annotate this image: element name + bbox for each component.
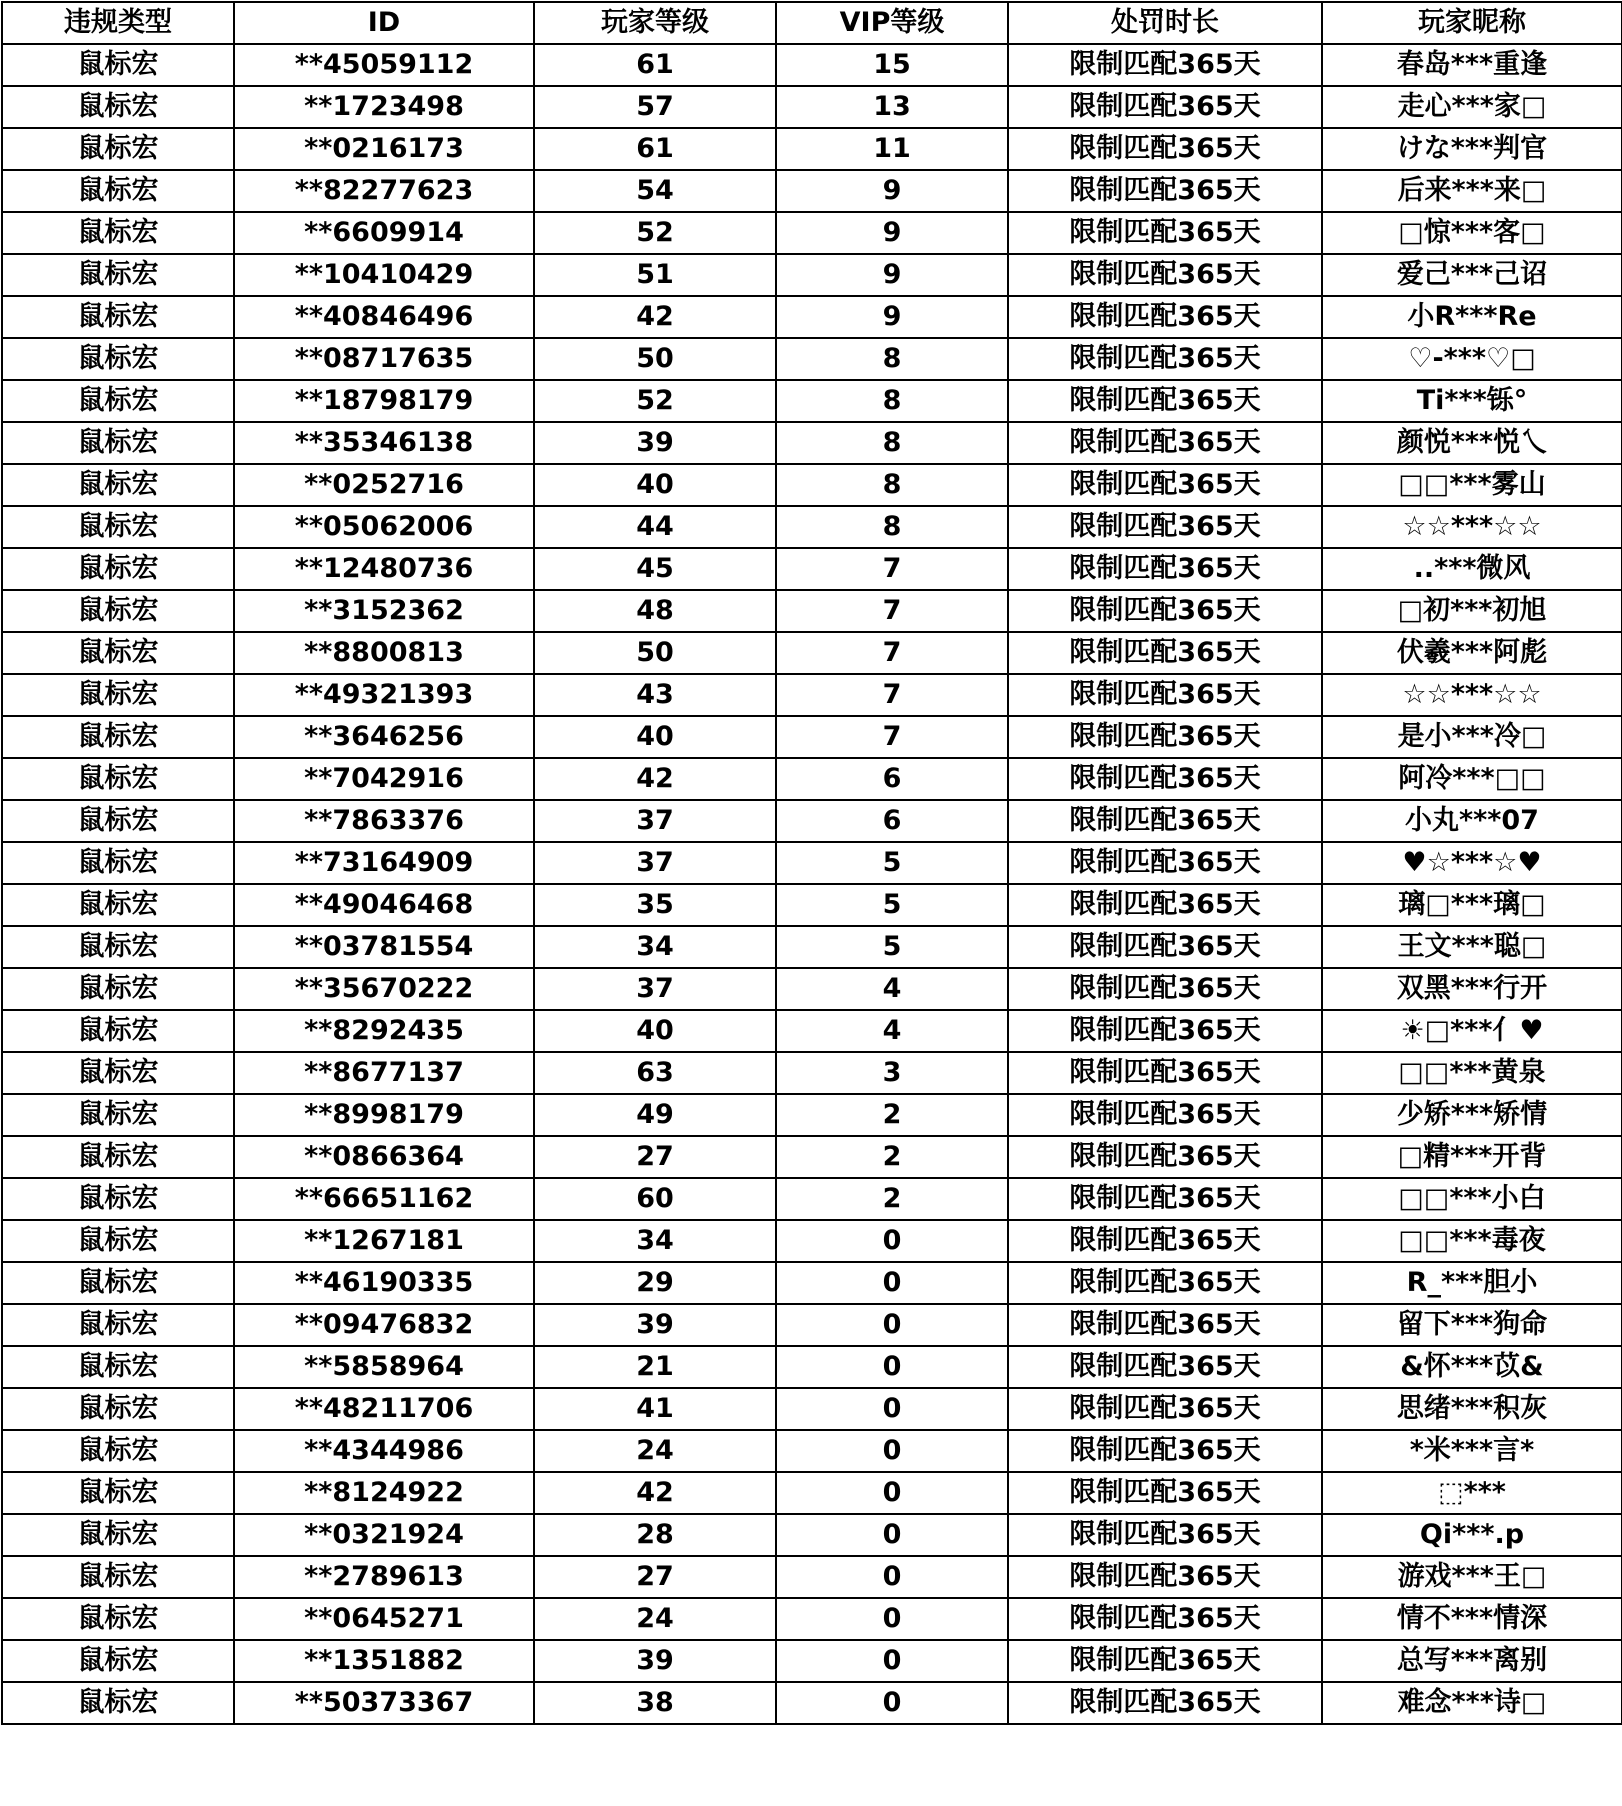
header-violation-type: 违规类型 — [2, 2, 234, 44]
table-row — [2, 1178, 1622, 1220]
cell-player-nickname: 颜悦***悦乀 — [1322, 422, 1622, 464]
cell-player-nickname: 璃□***璃□ — [1322, 884, 1622, 926]
cell-id: **8124922 — [234, 1472, 534, 1514]
table-row — [2, 506, 1622, 548]
cell-player-nickname: 爱己***己诏 — [1322, 254, 1622, 296]
table-row — [2, 548, 1622, 590]
cell-penalty-duration: 限制匹配365天 — [1008, 254, 1322, 296]
table-row — [2, 86, 1622, 128]
cell-id: **49321393 — [234, 674, 534, 716]
cell-player-level: 24 — [534, 1598, 776, 1640]
table-row — [2, 128, 1622, 170]
cell-penalty-duration: 限制匹配365天 — [1008, 44, 1322, 86]
cell-vip-level: 0 — [776, 1682, 1008, 1724]
cell-violation-type: 鼠标宏 — [2, 1556, 234, 1598]
cell-player-level: 37 — [534, 800, 776, 842]
cell-player-level: 39 — [534, 422, 776, 464]
cell-player-nickname: □□***雾山 — [1322, 464, 1622, 506]
table-row — [2, 590, 1622, 632]
cell-penalty-duration: 限制匹配365天 — [1008, 1262, 1322, 1304]
cell-id: **1267181 — [234, 1220, 534, 1262]
cell-id: **3152362 — [234, 590, 534, 632]
cell-vip-level: 5 — [776, 842, 1008, 884]
table-row — [2, 1052, 1622, 1094]
cell-id: **1351882 — [234, 1640, 534, 1682]
cell-penalty-duration: 限制匹配365天 — [1008, 884, 1322, 926]
cell-player-level: 41 — [534, 1388, 776, 1430]
cell-id: **7863376 — [234, 800, 534, 842]
cell-penalty-duration: 限制匹配365天 — [1008, 338, 1322, 380]
header-penalty-duration: 处罚时长 — [1008, 2, 1322, 44]
cell-player-level: 40 — [534, 464, 776, 506]
cell-player-nickname: 后来***来□ — [1322, 170, 1622, 212]
cell-violation-type: 鼠标宏 — [2, 1178, 234, 1220]
cell-id: **49046468 — [234, 884, 534, 926]
cell-penalty-duration: 限制匹配365天 — [1008, 800, 1322, 842]
table-row — [2, 44, 1622, 86]
cell-id: **66651162 — [234, 1178, 534, 1220]
cell-vip-level: 9 — [776, 296, 1008, 338]
table-row — [2, 1682, 1622, 1724]
cell-penalty-duration: 限制匹配365天 — [1008, 1010, 1322, 1052]
cell-player-level: 37 — [534, 968, 776, 1010]
cell-violation-type: 鼠标宏 — [2, 1262, 234, 1304]
cell-violation-type: 鼠标宏 — [2, 632, 234, 674]
cell-vip-level: 15 — [776, 44, 1008, 86]
cell-id: **8800813 — [234, 632, 534, 674]
cell-vip-level: 2 — [776, 1136, 1008, 1178]
cell-vip-level: 0 — [776, 1472, 1008, 1514]
cell-violation-type: 鼠标宏 — [2, 128, 234, 170]
cell-id: **10410429 — [234, 254, 534, 296]
cell-penalty-duration: 限制匹配365天 — [1008, 1388, 1322, 1430]
table-row — [2, 842, 1622, 884]
cell-player-nickname: ☀□***亻♥ — [1322, 1010, 1622, 1052]
cell-player-level: 54 — [534, 170, 776, 212]
cell-player-nickname: &怀***苡& — [1322, 1346, 1622, 1388]
table-row — [2, 1388, 1622, 1430]
cell-player-level: 61 — [534, 44, 776, 86]
cell-player-nickname: けな***判官 — [1322, 128, 1622, 170]
cell-player-nickname: 游戏***王□ — [1322, 1556, 1622, 1598]
ban-list-table — [1, 1, 1622, 1725]
cell-violation-type: 鼠标宏 — [2, 44, 234, 86]
cell-id: **12480736 — [234, 548, 534, 590]
table-row — [2, 212, 1622, 254]
cell-player-nickname: ♥☆***☆♥ — [1322, 842, 1622, 884]
cell-penalty-duration: 限制匹配365天 — [1008, 464, 1322, 506]
cell-vip-level: 9 — [776, 254, 1008, 296]
cell-id: **0216173 — [234, 128, 534, 170]
cell-id: **05062006 — [234, 506, 534, 548]
cell-player-nickname: 小丸***07 — [1322, 800, 1622, 842]
cell-vip-level: 11 — [776, 128, 1008, 170]
cell-vip-level: 7 — [776, 590, 1008, 632]
table-row — [2, 1220, 1622, 1262]
cell-player-nickname: □初***初旭 — [1322, 590, 1622, 632]
cell-id: **08717635 — [234, 338, 534, 380]
cell-vip-level: 3 — [776, 1052, 1008, 1094]
table-row — [2, 1304, 1622, 1346]
cell-vip-level: 0 — [776, 1304, 1008, 1346]
cell-id: **8998179 — [234, 1094, 534, 1136]
cell-violation-type: 鼠标宏 — [2, 548, 234, 590]
cell-vip-level: 0 — [776, 1598, 1008, 1640]
cell-vip-level: 13 — [776, 86, 1008, 128]
cell-penalty-duration: 限制匹配365天 — [1008, 1136, 1322, 1178]
cell-player-level: 43 — [534, 674, 776, 716]
cell-vip-level: 8 — [776, 338, 1008, 380]
cell-player-nickname: □□***黄泉 — [1322, 1052, 1622, 1094]
cell-vip-level: 7 — [776, 632, 1008, 674]
cell-player-level: 34 — [534, 1220, 776, 1262]
cell-penalty-duration: 限制匹配365天 — [1008, 1640, 1322, 1682]
cell-penalty-duration: 限制匹配365天 — [1008, 86, 1322, 128]
cell-violation-type: 鼠标宏 — [2, 1430, 234, 1472]
cell-violation-type: 鼠标宏 — [2, 1388, 234, 1430]
table-row — [2, 296, 1622, 338]
cell-id: **35346138 — [234, 422, 534, 464]
cell-id: **8292435 — [234, 1010, 534, 1052]
cell-violation-type: 鼠标宏 — [2, 758, 234, 800]
cell-vip-level: 0 — [776, 1430, 1008, 1472]
cell-player-level: 61 — [534, 128, 776, 170]
cell-player-nickname: □精***开背 — [1322, 1136, 1622, 1178]
cell-violation-type: 鼠标宏 — [2, 1094, 234, 1136]
cell-penalty-duration: 限制匹配365天 — [1008, 1052, 1322, 1094]
cell-id: **3646256 — [234, 716, 534, 758]
cell-vip-level: 7 — [776, 674, 1008, 716]
cell-player-nickname: 走心***家□ — [1322, 86, 1622, 128]
cell-vip-level: 0 — [776, 1220, 1008, 1262]
cell-player-level: 27 — [534, 1556, 776, 1598]
cell-penalty-duration: 限制匹配365天 — [1008, 1178, 1322, 1220]
cell-penalty-duration: 限制匹配365天 — [1008, 1514, 1322, 1556]
cell-penalty-duration: 限制匹配365天 — [1008, 1556, 1322, 1598]
cell-player-nickname: □惊***客□ — [1322, 212, 1622, 254]
cell-penalty-duration: 限制匹配365天 — [1008, 968, 1322, 1010]
cell-id: **18798179 — [234, 380, 534, 422]
cell-violation-type: 鼠标宏 — [2, 464, 234, 506]
cell-violation-type: 鼠标宏 — [2, 674, 234, 716]
cell-violation-type: 鼠标宏 — [2, 338, 234, 380]
cell-id: **0321924 — [234, 1514, 534, 1556]
cell-penalty-duration: 限制匹配365天 — [1008, 548, 1322, 590]
cell-player-nickname: 伏羲***阿彪 — [1322, 632, 1622, 674]
cell-violation-type: 鼠标宏 — [2, 86, 234, 128]
cell-penalty-duration: 限制匹配365天 — [1008, 1430, 1322, 1472]
cell-id: **45059112 — [234, 44, 534, 86]
cell-player-level: 57 — [534, 86, 776, 128]
cell-vip-level: 9 — [776, 170, 1008, 212]
cell-player-nickname: □□***毒夜 — [1322, 1220, 1622, 1262]
table-row — [2, 1514, 1622, 1556]
cell-player-level: 34 — [534, 926, 776, 968]
cell-penalty-duration: 限制匹配365天 — [1008, 1304, 1322, 1346]
cell-player-level: 38 — [534, 1682, 776, 1724]
cell-player-level: 28 — [534, 1514, 776, 1556]
cell-violation-type: 鼠标宏 — [2, 1682, 234, 1724]
cell-player-level: 50 — [534, 632, 776, 674]
cell-vip-level: 6 — [776, 800, 1008, 842]
cell-violation-type: 鼠标宏 — [2, 1346, 234, 1388]
cell-penalty-duration: 限制匹配365天 — [1008, 926, 1322, 968]
cell-id: **4344986 — [234, 1430, 534, 1472]
cell-vip-level: 4 — [776, 1010, 1008, 1052]
cell-player-level: 39 — [534, 1304, 776, 1346]
cell-violation-type: 鼠标宏 — [2, 380, 234, 422]
table-row — [2, 1430, 1622, 1472]
header-player-nickname: 玩家昵称 — [1322, 2, 1622, 44]
table-row — [2, 884, 1622, 926]
cell-violation-type: 鼠标宏 — [2, 716, 234, 758]
cell-player-nickname: 总写***离别 — [1322, 1640, 1622, 1682]
cell-player-level: 42 — [534, 296, 776, 338]
table-row — [2, 422, 1622, 464]
cell-player-level: 24 — [534, 1430, 776, 1472]
cell-violation-type: 鼠标宏 — [2, 1220, 234, 1262]
cell-penalty-duration: 限制匹配365天 — [1008, 296, 1322, 338]
cell-violation-type: 鼠标宏 — [2, 254, 234, 296]
cell-penalty-duration: 限制匹配365天 — [1008, 1346, 1322, 1388]
cell-vip-level: 6 — [776, 758, 1008, 800]
cell-player-nickname: ☆☆***☆☆ — [1322, 674, 1622, 716]
cell-id: **35670222 — [234, 968, 534, 1010]
cell-player-level: 35 — [534, 884, 776, 926]
cell-penalty-duration: 限制匹配365天 — [1008, 170, 1322, 212]
cell-violation-type: 鼠标宏 — [2, 590, 234, 632]
cell-id: **5858964 — [234, 1346, 534, 1388]
cell-violation-type: 鼠标宏 — [2, 1640, 234, 1682]
cell-player-nickname: Qi***.p — [1322, 1514, 1622, 1556]
cell-id: **48211706 — [234, 1388, 534, 1430]
table-row — [2, 1346, 1622, 1388]
cell-penalty-duration: 限制匹配365天 — [1008, 128, 1322, 170]
cell-player-level: 48 — [534, 590, 776, 632]
table-row — [2, 1010, 1622, 1052]
cell-player-level: 37 — [534, 842, 776, 884]
cell-id: **1723498 — [234, 86, 534, 128]
cell-violation-type: 鼠标宏 — [2, 1052, 234, 1094]
cell-player-nickname: ⬚*** — [1322, 1472, 1622, 1514]
cell-player-nickname: ..***微风 — [1322, 548, 1622, 590]
cell-violation-type: 鼠标宏 — [2, 1136, 234, 1178]
cell-violation-type: 鼠标宏 — [2, 842, 234, 884]
cell-id: **0866364 — [234, 1136, 534, 1178]
cell-violation-type: 鼠标宏 — [2, 1304, 234, 1346]
header-vip-level: VIP等级 — [776, 2, 1008, 44]
cell-player-nickname: 阿冷***□□ — [1322, 758, 1622, 800]
cell-player-level: 21 — [534, 1346, 776, 1388]
table-row — [2, 380, 1622, 422]
cell-vip-level: 8 — [776, 506, 1008, 548]
table-row — [2, 254, 1622, 296]
table-row — [2, 170, 1622, 212]
cell-player-nickname: ☆☆***☆☆ — [1322, 506, 1622, 548]
cell-id: **2789613 — [234, 1556, 534, 1598]
cell-player-nickname: 双黑***行开 — [1322, 968, 1622, 1010]
cell-player-level: 60 — [534, 1178, 776, 1220]
cell-violation-type: 鼠标宏 — [2, 1472, 234, 1514]
cell-player-nickname: 王文***聪□ — [1322, 926, 1622, 968]
cell-violation-type: 鼠标宏 — [2, 212, 234, 254]
cell-player-nickname: R_***胆小 — [1322, 1262, 1622, 1304]
cell-player-nickname: *米***言* — [1322, 1430, 1622, 1472]
cell-player-level: 52 — [534, 212, 776, 254]
cell-violation-type: 鼠标宏 — [2, 1514, 234, 1556]
cell-vip-level: 7 — [776, 548, 1008, 590]
cell-player-level: 42 — [534, 1472, 776, 1514]
cell-penalty-duration: 限制匹配365天 — [1008, 1598, 1322, 1640]
cell-id: **6609914 — [234, 212, 534, 254]
table-row — [2, 1598, 1622, 1640]
cell-player-level: 42 — [534, 758, 776, 800]
table-row — [2, 758, 1622, 800]
table-row — [2, 1472, 1622, 1514]
cell-vip-level: 0 — [776, 1388, 1008, 1430]
table-row — [2, 464, 1622, 506]
table-row — [2, 926, 1622, 968]
cell-violation-type: 鼠标宏 — [2, 506, 234, 548]
cell-vip-level: 0 — [776, 1640, 1008, 1682]
cell-player-nickname: 情不***情深 — [1322, 1598, 1622, 1640]
cell-penalty-duration: 限制匹配365天 — [1008, 632, 1322, 674]
cell-penalty-duration: 限制匹配365天 — [1008, 380, 1322, 422]
cell-penalty-duration: 限制匹配365天 — [1008, 590, 1322, 632]
cell-penalty-duration: 限制匹配365天 — [1008, 1220, 1322, 1262]
cell-id: **8677137 — [234, 1052, 534, 1094]
cell-vip-level: 0 — [776, 1514, 1008, 1556]
cell-id: **46190335 — [234, 1262, 534, 1304]
cell-id: **09476832 — [234, 1304, 534, 1346]
cell-penalty-duration: 限制匹配365天 — [1008, 842, 1322, 884]
cell-vip-level: 7 — [776, 716, 1008, 758]
cell-player-nickname: 少矫***矫情 — [1322, 1094, 1622, 1136]
table-row — [2, 968, 1622, 1010]
cell-player-level: 40 — [534, 1010, 776, 1052]
table-row — [2, 1640, 1622, 1682]
cell-vip-level: 2 — [776, 1094, 1008, 1136]
cell-player-level: 40 — [534, 716, 776, 758]
cell-player-nickname: 思绪***积灰 — [1322, 1388, 1622, 1430]
table-body — [2, 44, 1622, 1724]
cell-player-level: 39 — [534, 1640, 776, 1682]
cell-vip-level: 9 — [776, 212, 1008, 254]
cell-player-level: 50 — [534, 338, 776, 380]
cell-player-nickname: 小R***Re — [1322, 296, 1622, 338]
cell-player-level: 49 — [534, 1094, 776, 1136]
cell-violation-type: 鼠标宏 — [2, 170, 234, 212]
cell-id: **50373367 — [234, 1682, 534, 1724]
cell-id: **7042916 — [234, 758, 534, 800]
cell-vip-level: 8 — [776, 422, 1008, 464]
cell-vip-level: 0 — [776, 1556, 1008, 1598]
cell-player-nickname: □□***小白 — [1322, 1178, 1622, 1220]
cell-player-nickname: ♡-***♡□ — [1322, 338, 1622, 380]
cell-player-nickname: 留下***狗命 — [1322, 1304, 1622, 1346]
table-row — [2, 1094, 1622, 1136]
cell-player-level: 51 — [534, 254, 776, 296]
cell-id: **82277623 — [234, 170, 534, 212]
cell-violation-type: 鼠标宏 — [2, 800, 234, 842]
cell-penalty-duration: 限制匹配365天 — [1008, 506, 1322, 548]
cell-player-level: 29 — [534, 1262, 776, 1304]
table-row — [2, 674, 1622, 716]
cell-penalty-duration: 限制匹配365天 — [1008, 716, 1322, 758]
cell-violation-type: 鼠标宏 — [2, 1010, 234, 1052]
cell-penalty-duration: 限制匹配365天 — [1008, 1094, 1322, 1136]
cell-vip-level: 8 — [776, 464, 1008, 506]
cell-vip-level: 0 — [776, 1262, 1008, 1304]
cell-player-nickname: 难念***诗□ — [1322, 1682, 1622, 1724]
cell-violation-type: 鼠标宏 — [2, 422, 234, 464]
cell-vip-level: 2 — [776, 1178, 1008, 1220]
cell-violation-type: 鼠标宏 — [2, 296, 234, 338]
cell-player-nickname: 是小***冷□ — [1322, 716, 1622, 758]
cell-vip-level: 8 — [776, 380, 1008, 422]
cell-vip-level: 5 — [776, 926, 1008, 968]
cell-penalty-duration: 限制匹配365天 — [1008, 674, 1322, 716]
cell-violation-type: 鼠标宏 — [2, 968, 234, 1010]
cell-vip-level: 5 — [776, 884, 1008, 926]
cell-id: **0252716 — [234, 464, 534, 506]
cell-id: **73164909 — [234, 842, 534, 884]
cell-id: **40846496 — [234, 296, 534, 338]
table-row — [2, 800, 1622, 842]
cell-penalty-duration: 限制匹配365天 — [1008, 212, 1322, 254]
cell-vip-level: 0 — [776, 1346, 1008, 1388]
table-header-row — [2, 2, 1622, 44]
cell-player-level: 52 — [534, 380, 776, 422]
cell-player-nickname: Ti***铄° — [1322, 380, 1622, 422]
cell-violation-type: 鼠标宏 — [2, 926, 234, 968]
cell-penalty-duration: 限制匹配365天 — [1008, 758, 1322, 800]
cell-player-level: 45 — [534, 548, 776, 590]
cell-penalty-duration: 限制匹配365天 — [1008, 422, 1322, 464]
header-player-level: 玩家等级 — [534, 2, 776, 44]
header-id: ID — [234, 2, 534, 44]
cell-player-nickname: 春岛***重逢 — [1322, 44, 1622, 86]
table-row — [2, 1136, 1622, 1178]
cell-penalty-duration: 限制匹配365天 — [1008, 1682, 1322, 1724]
table-row — [2, 1556, 1622, 1598]
cell-violation-type: 鼠标宏 — [2, 884, 234, 926]
table-row — [2, 632, 1622, 674]
cell-player-level: 63 — [534, 1052, 776, 1094]
cell-player-level: 27 — [534, 1136, 776, 1178]
table-row — [2, 1262, 1622, 1304]
cell-vip-level: 4 — [776, 968, 1008, 1010]
cell-penalty-duration: 限制匹配365天 — [1008, 1472, 1322, 1514]
cell-violation-type: 鼠标宏 — [2, 1598, 234, 1640]
cell-player-level: 44 — [534, 506, 776, 548]
table-row — [2, 716, 1622, 758]
cell-id: **03781554 — [234, 926, 534, 968]
cell-id: **0645271 — [234, 1598, 534, 1640]
table-row — [2, 338, 1622, 380]
